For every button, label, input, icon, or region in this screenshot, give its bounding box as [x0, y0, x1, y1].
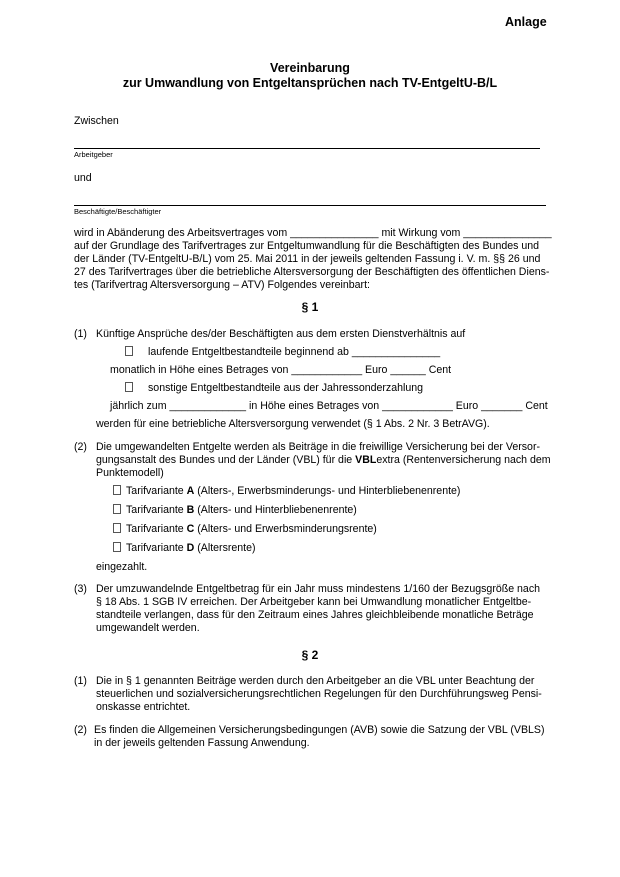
paragraph-number: (2) [74, 724, 87, 736]
and-label: und [74, 172, 92, 184]
s2-p2-line-1: Es finden die Allgemeinen Versicherungsbedingungen (AVB) sowie die Satzung der VBL (VBLS) [94, 724, 545, 736]
s1-p3-line-1: Der umzuwandelnde Entgeltbetrag für ein Jahr muss mindestens 1/160 der Bezugsgröße nach [96, 583, 541, 595]
document-subtitle: zur Umwandlung von Entgeltansprüchen nach TV-EntgeltU-B/L [122, 76, 498, 90]
checkbox-variant-d[interactable] [113, 542, 121, 552]
s1-opt2-line: sonstige Entgeltbestandteile aus der Jahressonderzahlung [148, 382, 424, 394]
s1-p1-text: Künftige Ansprüche des/der Beschäftigten aus dem ersten Dienstverhältnis auf [96, 328, 466, 340]
tariff-variant-d: Tarifvariante D (Altersrente) [126, 542, 256, 554]
monthly-cent-field[interactable]: ______ [390, 364, 426, 376]
s1-monthly-line: monatlich in Höhe eines Betrages von ____________ Euro ______ Cent [110, 364, 452, 376]
s2-p1-line-1: Die in § 1 genannten Beiträge werden durch den Arbeitgeber an die VBL unter Beachtung der [96, 675, 535, 687]
s1-p2-closing: eingezahlt. [96, 561, 148, 573]
employer-signature-line[interactable] [74, 148, 540, 149]
checkbox-variant-b[interactable] [113, 504, 121, 514]
tariff-variant-c: Tarifvariante C (Alters- und Erwerbsminderungsrente) [126, 523, 377, 535]
s1-p3-line-2: § 18 Abs. 1 SGB IV erreichen. Der Arbeitgeber kann bei Umwandlung monatlicher Entgeltbe- [96, 596, 532, 608]
annex-label: Anlage [505, 15, 547, 29]
contract-date-field[interactable]: _______________ [290, 227, 379, 239]
s1-p3-line-4: umgewandelt werden. [96, 622, 200, 634]
s1-p3-line-3: standteile verlangen, dass für den Zeitraum eines Jahres gleichbleibende monatliche Beträge [96, 609, 534, 621]
s1-p2-line-3: Punktemodell) [96, 467, 164, 479]
intro-line-1: wird in Abänderung des Arbeitsvertrages vom _______________ mit Wirkung vom _______________ [74, 227, 552, 239]
employer-caption: Arbeitgeber [74, 150, 113, 159]
paragraph-number: (2) [74, 441, 87, 453]
s1-p1-closing: werden für eine betriebliche Altersversorgung verwendet (§ 1 Abs. 2 Nr. 3 BetrAVG). [96, 418, 490, 430]
checkbox-variant-a[interactable] [113, 485, 121, 495]
s1-p2-line-2: gungsanstalt des Bundes und der Länder (VBL) für die VBLextra (Rentenversicherung nach dem [96, 454, 551, 466]
yearly-euro-field[interactable]: ____________ [382, 400, 453, 412]
s1-p2-line-1: Die umgewandelten Entgelte werden als Beiträge in die freiwillige Versicherung bei der Versor- [96, 441, 541, 453]
s2-p1-line-3: onskasse entrichtet. [96, 701, 191, 713]
section-2-heading: § 2 [301, 648, 319, 662]
start-date-field[interactable]: _______________ [351, 346, 441, 358]
intro-line-2: auf der Grundlage des Tarifvertrages zur Entgeltumwandlung für die Beschäftigten des Bundes und [74, 240, 540, 252]
s2-p1-line-2: steuerlichen und sozialversicherungsrechtlichen Regelungen für den Durchführungsweg Pensi- [96, 688, 542, 700]
checkbox-annual[interactable] [125, 382, 133, 392]
paragraph-number: (3) [74, 583, 87, 595]
yearly-date-field[interactable]: _____________ [169, 400, 247, 412]
tariff-variant-a: Tarifvariante A (Alters-, Erwerbsminderungs- und Hinterbliebenenrente) [126, 485, 461, 497]
paragraph-number: (1) [74, 675, 87, 687]
intro-line-4: 27 des Tarifvertrages über die betriebliche Altersversorgung der Beschäftigten des öffentlichen Diens- [74, 266, 550, 278]
s1-yearly-line: jährlich zum _____________ in Höhe eines Betrages von ____________ Euro _______ Cent [110, 400, 548, 412]
checkbox-monthly[interactable] [125, 346, 133, 356]
monthly-euro-field[interactable]: ____________ [291, 364, 363, 376]
s2-p2-line-2: in der jeweils geltenden Fassung Anwendung. [94, 737, 310, 749]
intro-line-5: tes (Tarifvertrag Altersversorgung – ATV) Folgendes vereinbart: [74, 279, 370, 291]
effective-date-field[interactable]: _______________ [463, 227, 552, 239]
paragraph-number: (1) [74, 328, 87, 340]
checkbox-variant-c[interactable] [113, 523, 121, 533]
s1-opt1-line: laufende Entgeltbestandteile beginnend ab _______________ [148, 346, 441, 358]
employee-caption: Beschäftigte/Beschäftigter [74, 207, 162, 216]
yearly-cent-field[interactable]: _______ [481, 400, 523, 412]
tariff-variant-b: Tarifvariante B (Alters- und Hinterbliebenenrente) [126, 504, 357, 516]
intro-line-3: der Länder (TV-EntgeltU-B/L) vom 25. Mai 2011 in der jeweils geltenden Fassung i. V. m. §§ 26 und [74, 253, 541, 265]
section-1-heading: § 1 [301, 300, 319, 314]
between-label: Zwischen [74, 115, 119, 127]
document-title: Vereinbarung [270, 61, 350, 75]
